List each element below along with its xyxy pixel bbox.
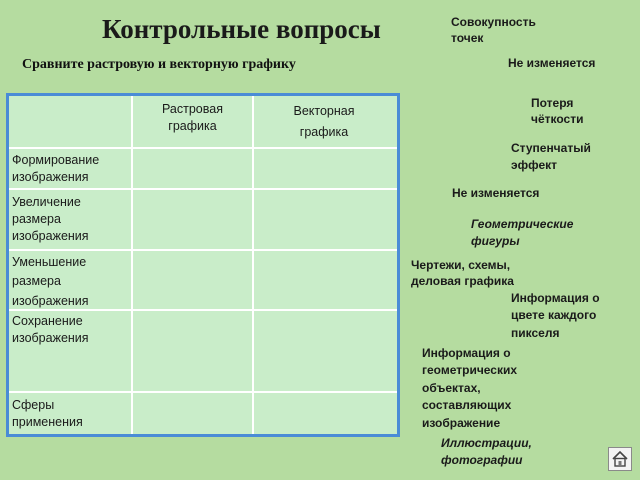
- answer-cell-reduce-raster[interactable]: [133, 251, 252, 309]
- option-drawings-business[interactable]: Чертежи, схемы, деловая графика: [411, 258, 514, 289]
- row-label-reduce: Уменьшение размера изображения: [12, 255, 89, 308]
- home-icon: [611, 450, 629, 468]
- option-stair-effect[interactable]: Ступенчатый эффект: [511, 141, 591, 173]
- answer-cell-formation-raster[interactable]: [133, 149, 252, 188]
- option-pixel-color-info[interactable]: Информация о цвете каждого пикселя: [511, 291, 600, 340]
- answer-cell-enlarge-vector[interactable]: [254, 190, 394, 249]
- answer-cell-applications-vector[interactable]: [254, 393, 394, 434]
- home-button[interactable]: [608, 447, 632, 471]
- comparison-table: [6, 93, 400, 437]
- row-label-save: Сохранение изображения: [12, 314, 89, 345]
- page-title: Контрольные вопросы: [102, 14, 381, 44]
- row-label-formation: Формирование изображения: [12, 153, 100, 184]
- answer-cell-save-raster[interactable]: [133, 311, 252, 391]
- answer-cell-enlarge-raster[interactable]: [133, 190, 252, 249]
- option-geometric-objects-info[interactable]: Информация о геометрических объектах, составляющих изображение: [422, 346, 518, 430]
- answer-cell-applications-raster[interactable]: [133, 393, 252, 434]
- answer-cell-formation-vector[interactable]: [254, 149, 394, 188]
- option-point-set[interactable]: Совокупность точек: [451, 15, 536, 46]
- page-subtitle: Сравните растровую и векторную графику: [22, 57, 296, 72]
- option-illustrations-photos[interactable]: Иллюстрации, фотографии: [441, 436, 532, 467]
- option-unchanged-2[interactable]: Не изменяется: [452, 186, 540, 200]
- column-header-raster: Растровая графика: [162, 102, 223, 133]
- row-label-applications: Сферы применения: [12, 398, 83, 429]
- option-geometric-shapes[interactable]: Геометрические фигуры: [471, 217, 574, 248]
- option-unchanged-1[interactable]: Не изменяется: [508, 56, 596, 70]
- row-label-enlarge: Увеличение размера изображения: [12, 195, 89, 243]
- answer-cell-reduce-vector[interactable]: [254, 251, 394, 309]
- option-sharpness-loss[interactable]: Потеря чёткости: [531, 96, 584, 127]
- answer-cell-save-vector[interactable]: [254, 311, 394, 391]
- column-header-vector: Векторная графика: [293, 104, 355, 139]
